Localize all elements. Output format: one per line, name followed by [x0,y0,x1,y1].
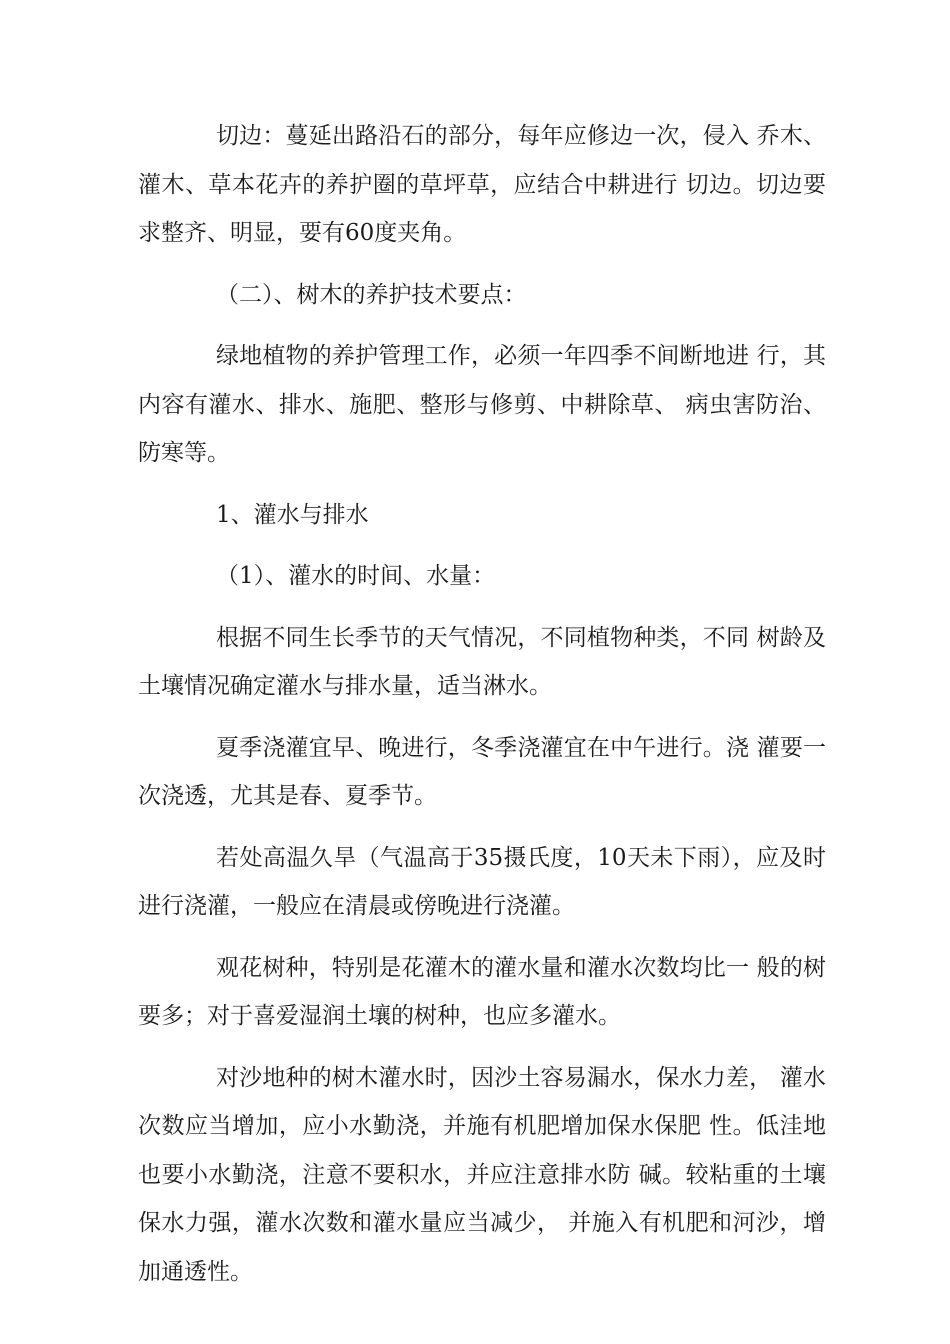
paragraph-seasonal-watering: 夏季浇灌宜早、晚进行，冬季浇灌宜在中午进行。浇 灌要一次浇透，尤其是春、夏季节。 [138,734,826,809]
subheading-irrigation-drainage: 1、灌水与排水 [216,501,369,528]
document-body [138,112,826,1309]
paragraph-flowering-species: 观花树种，特别是花灌木的灌水量和灌水次数均比一 般的树要多；对于喜爱湿润土壤的树种，也应多灌水。 [138,954,826,1029]
paragraph-drought-watering: 若处高温久旱（气温高于35摄氏度，10天未下雨），应及时进行浇灌，一般应在清晨或傍晚进行浇灌。 [138,844,826,919]
paragraph-watering-basis: 根据不同生长季节的天气情况，不同植物种类，不同 树龄及土壤情况确定灌水与排水量，适当淋水。 [138,624,826,699]
section-heading-tree-care: （二）、树木的养护技术要点： [216,281,527,308]
paragraph-sandy-soil: 对沙地种的树木灌水时，因沙土容易漏水，保水力差， 灌水次数应当增加，应小水勤浇，并施有机肥增加保水保肥 性。低洼地也要小水勤浇，注意不要积水，并应注意排水防 碱。较粘重的土壤保水力强，灌水次数和灌水量应当减少， 并施入有机肥和河沙，增加通透性。 [138,1064,826,1285]
paragraph-edge-trimming: 切边：蔓延出路沿石的部分，每年应修边一次，侵入 乔木、灌木、草本花卉的养护圈的草坪草，应结合中耕进行 切边。切边要求整齐、明显，要有60度夹角。 [138,123,826,246]
subheading-watering-time-amount: （1）、灌水的时间、水量： [216,563,496,589]
paragraph-maintenance-overview: 绿地植物的养护管理工作，必须一年四季不间断地进 行，其内容有灌水、排水、施肥、整形与修剪、中耕除草、 病虫害防治、防寒等。 [138,343,826,466]
